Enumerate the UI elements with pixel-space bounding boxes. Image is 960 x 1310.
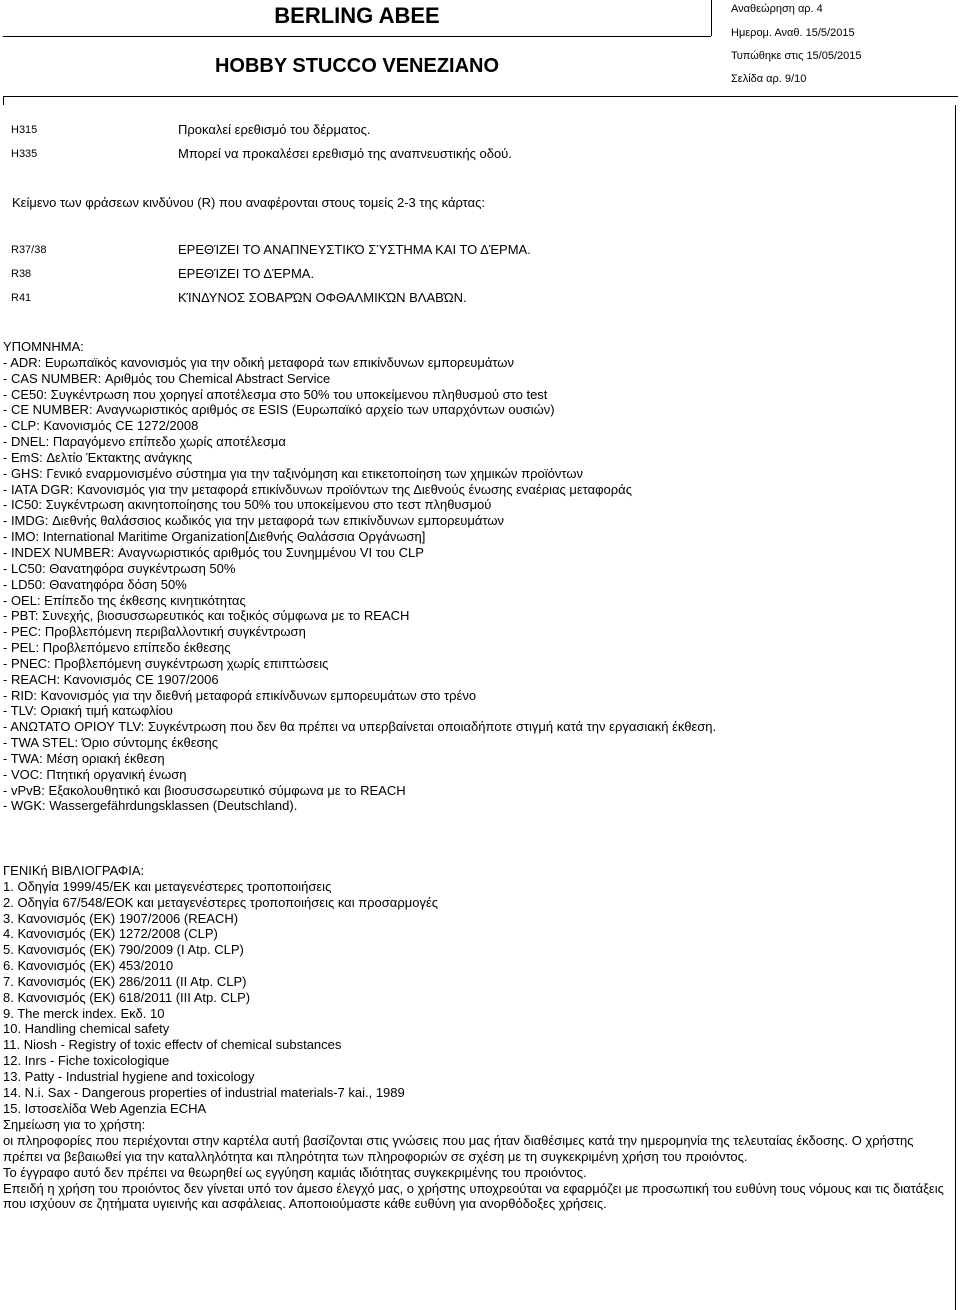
legend-item: - IMO: International Maritime Organization[Διεθνής Θαλάσσια Οργάνωση] <box>3 529 426 545</box>
bibliography-item: 15. Ιστοσελίδα Web Agenzia ECHA <box>3 1100 207 1116</box>
page-border <box>3 96 4 105</box>
legend-item: - IMDG: Διεθνής θαλάσσιος κωδικός για την μεταφορά των επικίνδυνων εμπορευμάτων <box>3 513 504 529</box>
bibliography-item: 11. Niosh - Registry of toxic effectv of chemical substances <box>3 1037 342 1053</box>
legend-item: - REACH: Κανονισμός CE 1907/2006 <box>3 671 219 687</box>
bibliography-item: 2. Οδηγία 67/548/ΕΟΚ και μεταγενέστερες τροποποιήσεις και προσαρμογές <box>3 894 438 910</box>
bibliography-item: 1. Οδηγία 1999/45/ΕΚ και μεταγενέστερες τροποποιήσεις <box>3 878 332 894</box>
r-phrase-text: ΕΡΕΘΊΖΕΙ ΤΟ ΑΝΑΠΝΕΥΣΤΙΚΌ ΣΎΣΤΗΜΑ ΚΑΙ ΤΟ ΔΈΡΜΑ. <box>178 242 531 257</box>
bibliography-item: 10. Handling chemical safety <box>3 1021 170 1037</box>
legend-item: - IATA DGR: Κανονισμός για την μεταφορά επικίνδυνων προϊόντων της Διεθνούς ένωσης εναέριας μεταφοράς <box>3 481 632 497</box>
bibliography-item: 5. Κανονισμός (ΕΚ) 790/2009 (I Atp. CLP) <box>3 942 244 958</box>
bibliography-item: 6. Κανονισμός (ΕΚ) 453/2010 <box>3 958 174 974</box>
page-number: Σελίδα αρ. 9/10 <box>731 73 807 85</box>
print-date: Τυπώθηκε στις 15/05/2015 <box>731 50 862 62</box>
user-note-section <box>3 1133 948 1212</box>
legend-section <box>3 339 716 814</box>
company-name: BERLING ABEE <box>274 3 440 28</box>
h-phrase-code: H315 <box>11 124 38 136</box>
user-note-paragraph: Το έγγραφο αυτό δεν πρέπει να θεωρηθεί ως εγγύηση καμιάς ιδιότητας συγκεκριμένης του προιόντος. <box>3 1164 587 1180</box>
legend-item: - PBT: Συνεχής, βιοσυσσωρευτικός και τοξικός σύμφωνα με το REACH <box>3 608 410 624</box>
h-phrase-text: Προκαλεί ερεθισμό του δέρματος. <box>178 122 371 137</box>
bibliography-item: 4. Κανονισμός (ΕΚ) 1272/2008 (CLP) <box>3 926 218 942</box>
r-phrase-code: R38 <box>11 268 32 280</box>
legend-item: - vPvB: Εξακολουθητικό και βιοσυσσωρευτικό σύμφωνα με το REACH <box>3 782 406 798</box>
document-header <box>3 0 958 105</box>
bibliography-item: 3. Κανονισμός (ΕΚ) 1907/2006 (REACH) <box>3 910 239 926</box>
user-note-paragraph: Επειδή η χρήση του προιόντος δεν γίνεται υπό τον άμεσο έλεγχό μας, ο χρήστης υποχρεούται να εφαρμόζει με προσωπική του ευθύνη τους νόμους και τις διατάξεις που ισχύουν σε ζητήματα υγιεινής και ασφάλειας. Αποποιούμαστε κάθε ευθύνη για ανορθόδοξες χρήσεις. <box>3 1180 944 1212</box>
r-phrases-intro: Κείμενο των φράσεων κινδύνου (R) που αναφέρονται στους τομείς 2-3 της κάρτας: <box>12 195 486 210</box>
bibliography-item: 13. Patty - Industrial hygiene and toxicology <box>3 1068 255 1084</box>
user-note-paragraph: οι πληροφορίες που περιέχονται στην καρτέλα αυτή βασίζονται στις γνώσεις που μας ήταν διαθέσιμες κατά την ημερομηνία της τελευταίας έκδοσης. Ο χρήστης πρέπει να βεβαιωθεί για την καταλληλότητα και πληρότητα των πληροφοριών σε σχέση με τη συγκεκριμένη χρήση του προιόντος. <box>3 1133 914 1164</box>
user-note-title: Σημείωση για το χρήστη: <box>3 1116 146 1132</box>
legend-item: - CE NUMBER: Αναγνωριστικός αριθμός σε ESIS (Ευρωπαϊκό αρχείο των υπαρχόντων ουσιών) <box>3 402 555 418</box>
legend-title: ΥΠΟΜΝΗΜΑ: <box>3 339 84 354</box>
legend-item: - INDEX NUMBER: Αναγνωριστικός αριθμός του Συνημμένου VI του CLP <box>3 544 424 560</box>
product-name: HOBBY STUCCO VENEZIANO <box>214 55 500 77</box>
h-phrase-code: H335 <box>11 148 38 160</box>
bibliography-item: 8. Κανονισμός (ΕΚ) 618/2011 (III Atp. CLP) <box>3 989 251 1005</box>
bibliography-section <box>3 863 438 1132</box>
bibliography-item: 9. The merck index. Εκδ. 10 <box>3 1005 165 1021</box>
legend-item: - LC50: Θανατηφόρα συγκέντρωση 50% <box>3 560 236 576</box>
legend-item: - RID: Κανονισμός για την διεθνή μεταφορά επικίνδυνων εμπορευμάτων στο τρένο <box>3 687 477 703</box>
legend-item: - LD50: Θανατηφόρα δόση 50% <box>3 576 187 592</box>
legend-item: - CE50: Συγκέντρωση που χορηγεί αποτέλεσμα στο 50% του υποκείμενου πληθυσμού στο test <box>3 386 548 402</box>
legend-item: - PEC: Προβλεπόμενη περιβαλλοντική συγκέντρωση <box>3 624 306 640</box>
bibliography-item: 7. Κανονισμός (ΕΚ) 286/2011 (II Atp. CLP) <box>3 973 247 989</box>
legend-item: - EmS: Δελτίο Έκτακτης ανάγκης <box>3 449 193 465</box>
legend-item: - TWA STEL: Όριο σύντομης έκθεσης <box>3 735 219 751</box>
legend-item: - GHS: Γενικό εναρμονισμένο σύστημα για την ταξινόμηση και ετικετοποίηση των χημικών προϊόντων <box>3 465 583 481</box>
legend-item: - ΑΝΩΤΑΤΟ ΟΡΙΟΥ TLV: Συγκέντρωση που δεν θα πρέπει να υπερβαίνεται οποιαδήποτε στιγμή κατά την εργασιακή έκθεση. <box>3 719 717 735</box>
bibliography-title: ΓΕΝΙΚή ΒΙΒΛΙΟΓΡΑΦΙΑ: <box>3 863 145 878</box>
header-divider <box>3 36 711 37</box>
legend-item: - IC50: Συγκέντρωση ακινητοποίησης του 50% του υποκείμενου στο τεστ πληθυσμού <box>3 497 492 513</box>
r-phrase-code: R37/38 <box>11 244 47 256</box>
legend-item: - PNEC: Προβλεπόμενη συγκέντρωση χωρίς επιπτώσεις <box>3 655 329 671</box>
header-divider <box>711 0 712 36</box>
legend-item: - TLV: Οριακή τιμή κατωφλίου <box>3 703 173 719</box>
legend-item: - CLP: Κανονισμός CE 1272/2008 <box>3 418 199 434</box>
legend-item: - ADR: Ευρωπαϊκός κανονισμός για την οδική μεταφορά των επικίνδυνων εμπορευμάτων <box>3 354 514 370</box>
legend-item: - CAS NUMBER: Αριθμός του Chemical Abstract Service <box>3 370 331 386</box>
legend-item: - WGK: Wassergefährdungsklassen (Deutschland). <box>3 798 298 814</box>
legend-item: - VOC: Πτητική οργανική ένωση <box>3 766 187 782</box>
revision-date: Ημερομ. Αναθ. 15/5/2015 <box>731 27 855 39</box>
h-phrase-text: Μπορεί να προκαλέσει ερεθισμό της αναπνευστικής οδού. <box>178 146 512 161</box>
legend-item: - PEL: Προβλεπόμενο επίπεδο έκθεσης <box>3 640 231 656</box>
legend-item: - OEL: Επίπεδο της έκθεσης κινητικότητας <box>3 592 246 608</box>
r-phrase-text: ΚΊΝΔΥΝΟΣ ΣΟΒΑΡΏΝ ΟΦΘΑΛΜΙΚΏΝ ΒΛΑΒΏΝ. <box>178 290 467 305</box>
bibliography-item: 14. N.i. Sax - Dangerous properties of industrial materials-7 kai., 1989 <box>3 1084 405 1100</box>
revision-number: Αναθεώρηση αρ. 4 <box>731 3 823 15</box>
r-phrase-text: ΕΡΕΘΊΖΕΙ ΤΟ ΔΈΡΜΑ. <box>178 266 315 281</box>
header-divider <box>3 96 958 97</box>
legend-item: - TWA: Μέση οριακή έκθεση <box>3 750 165 766</box>
page-border <box>955 105 956 1310</box>
r-phrase-code: R41 <box>11 292 32 304</box>
legend-item: - DNEL: Παραγόμενο επίπεδο χωρίς αποτέλεσμα <box>3 434 286 450</box>
bibliography-item: 12. Inrs - Fiche toxicologique <box>3 1053 170 1069</box>
